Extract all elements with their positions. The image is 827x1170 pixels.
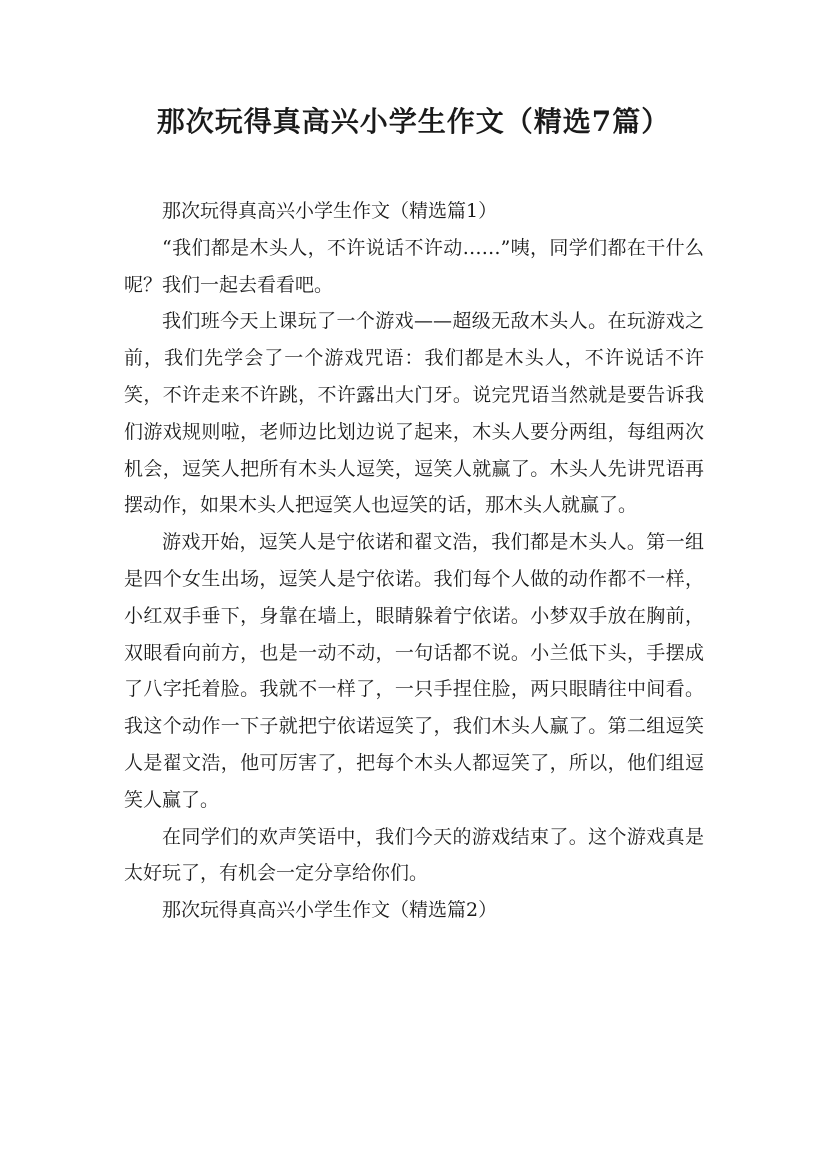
document-body bbox=[124, 193, 704, 929]
paragraph: “我们都是木头人，不许说话不许动……”咦，同学们都在干什么呢？我们一起去看看吧。 bbox=[124, 236, 704, 296]
paragraph: 游戏开始，逗笑人是宁依诺和翟文浩，我们都是木头人。第一组是四个女生出场，逗笑人是宁依诺。我们每个人做的动作都不一样，小红双手垂下，身靠在墙上，眼睛躲着宁依诺。小梦双手放在胸前，双眼看向前方，也是一动不动，一句话都不说。小兰低下头，手摆成了八字托着脸。我就不一样了，一只手捏住脸，两只眼睛往中间看。我这个动作一下子就把宁依诺逗笑了，我们木头人赢了。第二组逗笑人是翟文浩，他可厉害了，把每个木头人都逗笑了，所以，他们组逗笑人赢了。 bbox=[124, 531, 704, 811]
section-heading-2: 那次玩得真高兴小学生作文（精选篇2） bbox=[162, 899, 498, 922]
paragraph: 我们班今天上课玩了一个游戏——超级无敌木头人。在玩游戏之前，我们先学会了一个游戏咒语：我们都是木头人，不许说话不许笑，不许走来不许跳，不许露出大门牙。说完咒语当然就是要告诉我们游戏规则啦，老师边比划边说了起来，木头人要分两组，每组两次机会，逗笑人把所有木头人逗笑，逗笑人就赢了。木头人先讲咒语再摆动作，如果木头人把逗笑人也逗笑的话，那木头人就赢了。 bbox=[124, 310, 704, 517]
document-title: 那次玩得真高兴小学生作文（精选7篇） bbox=[156, 105, 671, 138]
paragraph: 在同学们的欢声笑语中，我们今天的游戏结束了。这个游戏真是太好玩了，有机会一定分享给你们。 bbox=[124, 825, 704, 885]
section-heading-1: 那次玩得真高兴小学生作文（精选篇1） bbox=[162, 200, 498, 222]
